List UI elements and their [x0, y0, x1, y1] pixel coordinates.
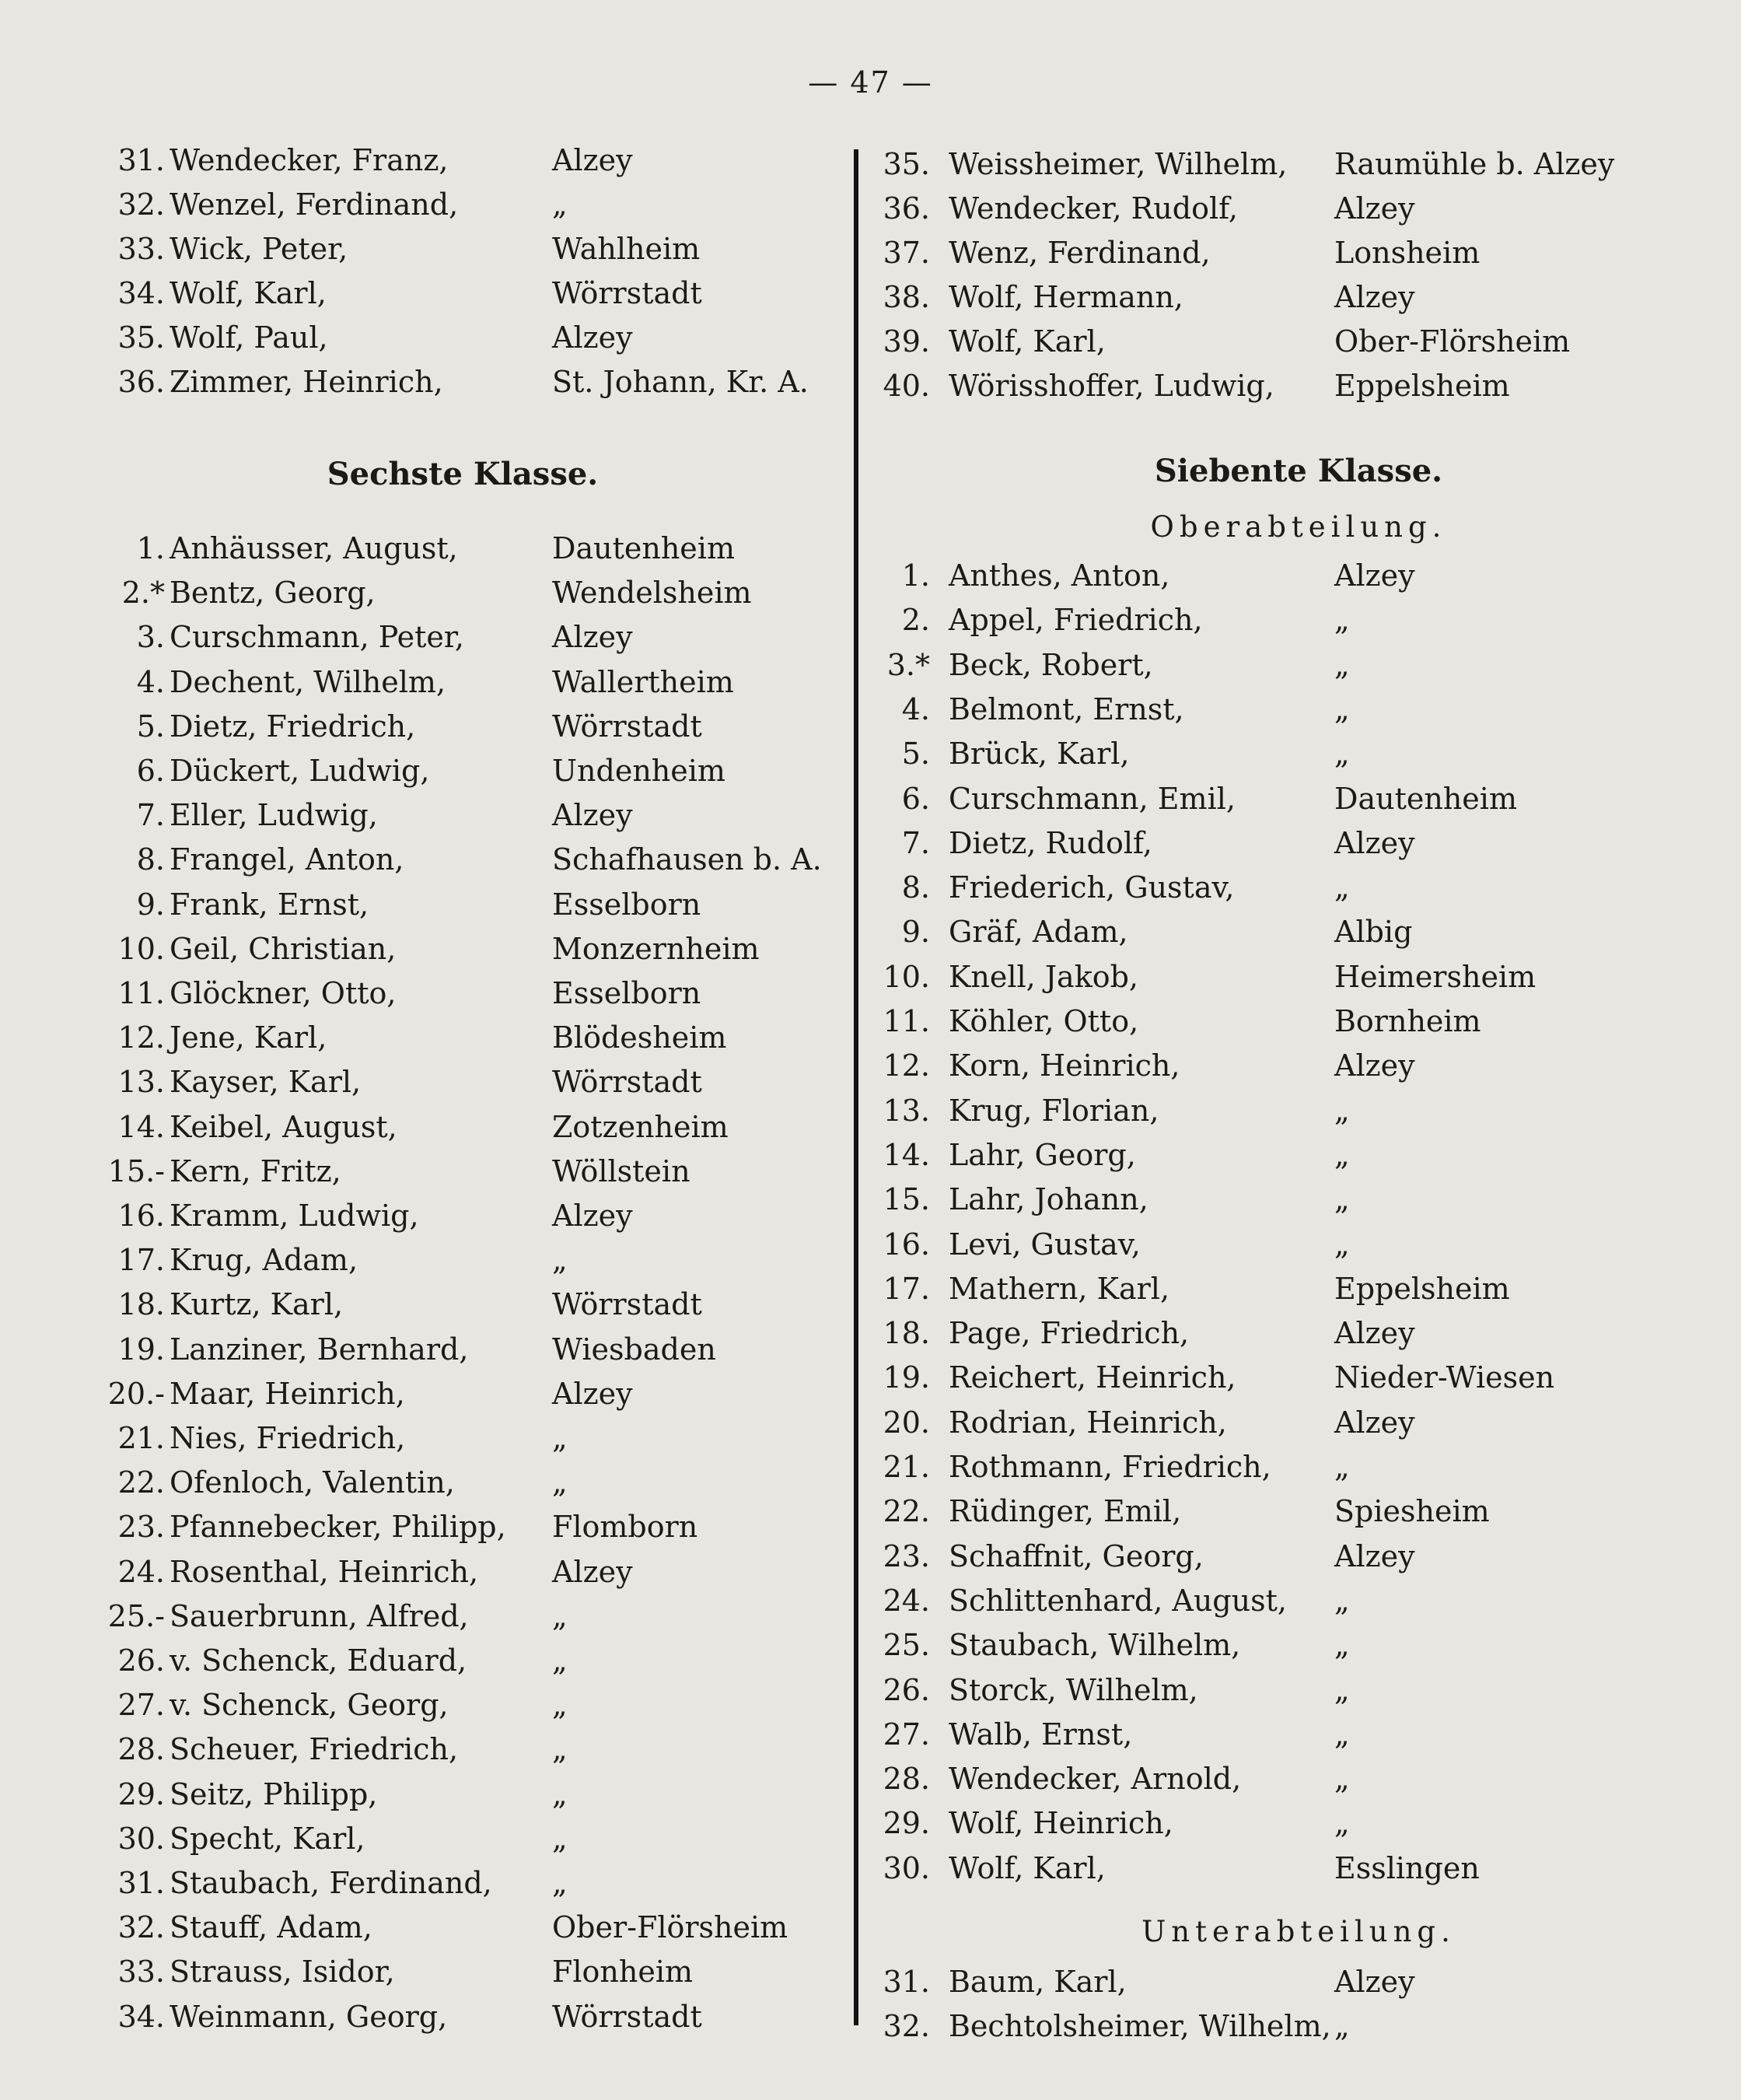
- list-entry: [0, 1223, 1741, 1266]
- entry-number: 20.: [883, 1405, 930, 1440]
- entry-number: 31.: [883, 1965, 930, 1999]
- entry-name: Belmont, Ernst,: [949, 691, 1184, 726]
- entry-place: „: [1334, 1450, 1350, 1484]
- entry-number: 1.: [136, 531, 165, 565]
- list-entry: [0, 1267, 1741, 1311]
- entry-number: 16.: [883, 1227, 930, 1262]
- entry-place: Wörrstadt: [552, 1287, 702, 1322]
- entry-number: 25.: [883, 1628, 930, 1663]
- list-entry: [0, 955, 1741, 999]
- entry-number: 7.: [136, 798, 165, 833]
- entry-place: Schafhausen b. A.: [552, 842, 822, 877]
- entry-name: Nies, Friedrich,: [170, 1421, 406, 1455]
- entry-name: Bechtolsheimer, Wilhelm,: [949, 2009, 1331, 2043]
- list-entry: [0, 1801, 1741, 1845]
- entry-number: 19.: [883, 1360, 930, 1395]
- entry-place: „: [1334, 1672, 1350, 1707]
- section-heading-sechste-klasse: Sechste Klasse.: [327, 456, 599, 492]
- list-entry: [0, 2004, 1741, 2048]
- list-entry: [0, 777, 1741, 821]
- entry-name: Staubach, Wilhelm,: [949, 1628, 1241, 1663]
- entry-number: 14.: [883, 1137, 930, 1172]
- entry-name: Curschmann, Peter,: [170, 620, 464, 655]
- list-entry: [0, 1535, 1741, 1578]
- entry-place: Wiesbaden: [552, 1332, 716, 1367]
- entry-name: Krug, Florian,: [949, 1093, 1159, 1128]
- entry-place: „: [1334, 2009, 1350, 2043]
- entry-name: Korn, Heinrich,: [949, 1048, 1180, 1083]
- entry-place: Wörrstadt: [552, 1999, 702, 2034]
- entry-number: 8.: [901, 870, 930, 905]
- entry-place: St. Johann, Kr. A.: [552, 365, 809, 399]
- entry-number: 15.: [883, 1182, 930, 1217]
- entry-number: 31.: [117, 1866, 165, 1900]
- entry-number: 33.: [117, 1955, 165, 1990]
- entry-place: Dautenheim: [1334, 781, 1517, 816]
- list-entry: [0, 1960, 1741, 2004]
- entry-number: 10.: [117, 931, 165, 966]
- entry-place: Blödesheim: [552, 1020, 727, 1055]
- list-entry: [0, 1401, 1741, 1444]
- list-entry: [0, 910, 1741, 954]
- entry-number: 21.: [883, 1450, 930, 1484]
- entry-number: 9.: [136, 887, 165, 922]
- entry-name: Lanziner, Bernhard,: [170, 1332, 469, 1367]
- entry-place: Alzey: [552, 320, 633, 355]
- entry-place: „: [552, 1421, 568, 1455]
- entry-name: Brück, Karl,: [949, 737, 1130, 772]
- list-entry: [0, 1356, 1741, 1399]
- list-entry: [0, 275, 1741, 319]
- entry-number: 24.: [117, 1554, 165, 1589]
- entry-place: Ober-Flörsheim: [1334, 324, 1571, 359]
- entry-name: Knell, Jakob,: [949, 959, 1139, 994]
- entry-name: Jene, Karl,: [170, 1020, 327, 1055]
- entry-place: „: [1334, 737, 1350, 772]
- entry-number: 6.: [901, 781, 930, 816]
- entry-place: Nieder-Wiesen: [1334, 1360, 1555, 1395]
- page-number: — 47 —: [808, 65, 933, 100]
- entry-number: 25.-: [107, 1598, 165, 1633]
- entry-name: Stauff, Adam,: [170, 1910, 372, 1945]
- entry-name: Rothmann, Friedrich,: [949, 1450, 1271, 1484]
- entry-name: Dückert, Ludwig,: [170, 754, 430, 788]
- entry-name: Wendecker, Arnold,: [949, 1762, 1242, 1797]
- list-entry: [0, 821, 1741, 865]
- entry-name: Reichert, Heinrich,: [949, 1360, 1236, 1395]
- entry-number: 15.-: [107, 1153, 165, 1188]
- entry-number: 28.: [883, 1762, 930, 1797]
- entry-name: Kramm, Ludwig,: [170, 1199, 419, 1233]
- entry-place: „: [552, 1243, 568, 1278]
- entry-name: Bentz, Georg,: [170, 576, 376, 611]
- entry-place: Heimersheim: [1334, 959, 1536, 994]
- entry-place: Eppelsheim: [1334, 1271, 1510, 1306]
- entry-place: „: [552, 1465, 568, 1500]
- entry-place: „: [552, 1776, 568, 1811]
- entry-place: Wörrstadt: [552, 709, 702, 744]
- entry-place: „: [1334, 1762, 1350, 1797]
- entry-number: 18.: [883, 1316, 930, 1351]
- entry-name: v. Schenck, Eduard,: [170, 1643, 467, 1678]
- entry-name: Beck, Robert,: [949, 647, 1153, 682]
- entry-number: 38.: [883, 280, 930, 314]
- entry-name: Weissheimer, Wilhelm,: [949, 147, 1288, 181]
- list-entry: [0, 320, 1741, 363]
- entry-number: 17.: [883, 1271, 930, 1306]
- entry-place: Albig: [1334, 915, 1413, 950]
- subheading-oberabteilung: Oberabteilung.: [1150, 510, 1447, 544]
- entry-name: Wolf, Karl,: [949, 324, 1106, 359]
- entry-number: 32.: [883, 2009, 930, 2043]
- entry-name: Glöckner, Otto,: [170, 976, 397, 1010]
- entry-number: 36.: [883, 191, 930, 226]
- entry-place: Lonsheim: [1334, 236, 1481, 270]
- entry-place: Alzey: [1334, 191, 1415, 226]
- entry-number: 33.: [117, 232, 165, 266]
- entry-place: Alzey: [552, 143, 633, 177]
- entry-number: 21.: [117, 1421, 165, 1455]
- list-entry: [0, 688, 1741, 731]
- entry-place: „: [552, 1598, 568, 1633]
- list-entry: [0, 1579, 1741, 1622]
- entry-name: Zimmer, Heinrich,: [170, 365, 443, 399]
- list-entry: [0, 1623, 1741, 1667]
- entry-place: Raumühle b. Alzey: [1334, 147, 1615, 181]
- entry-place: „: [1334, 647, 1350, 682]
- entry-name: Schaffnit, Georg,: [949, 1538, 1204, 1573]
- entry-name: Kurtz, Karl,: [170, 1287, 344, 1322]
- entry-name: Friederich, Gustav,: [949, 870, 1235, 905]
- entry-name: Köhler, Otto,: [949, 1004, 1139, 1038]
- entry-name: Maar, Heinrich,: [170, 1376, 405, 1411]
- entry-place: Flomborn: [552, 1510, 698, 1545]
- list-entry: [0, 1668, 1741, 1712]
- entry-number: 2.: [901, 603, 930, 638]
- entry-name: Anhäusser, August,: [170, 531, 458, 565]
- entry-place: „: [552, 1866, 568, 1900]
- entry-number: 29.: [883, 1806, 930, 1841]
- entry-number: 16.: [117, 1199, 165, 1233]
- list-entry: [0, 1311, 1741, 1355]
- entry-number: 6.: [136, 754, 165, 788]
- entry-place: Alzey: [1334, 825, 1415, 860]
- entry-place: Alzey: [552, 620, 633, 655]
- entry-place: Alzey: [552, 798, 633, 833]
- entry-place: Esslingen: [1334, 1850, 1480, 1885]
- entry-place: Wallertheim: [552, 664, 734, 699]
- entry-number: 17.: [117, 1243, 165, 1278]
- entry-name: Wolf, Hermann,: [949, 280, 1183, 314]
- entry-number: 3.*: [886, 647, 930, 682]
- entry-number: 8.: [136, 842, 165, 877]
- entry-number: 36.: [117, 365, 165, 399]
- entry-place: Wörrstadt: [552, 1065, 702, 1100]
- entry-name: Weinmann, Georg,: [170, 1999, 448, 2034]
- entry-place: Esselborn: [552, 976, 701, 1010]
- entry-name: Wenzel, Ferdinand,: [170, 187, 459, 222]
- entry-number: 28.: [117, 1732, 165, 1767]
- entry-number: 34.: [117, 276, 165, 310]
- entry-name: Wendecker, Franz,: [170, 143, 449, 177]
- entry-number: 27.: [883, 1717, 930, 1752]
- entry-name: Strauss, Isidor,: [170, 1955, 395, 1990]
- entry-number: 34.: [117, 1999, 165, 2034]
- entry-name: Wörisshoffer, Ludwig,: [949, 369, 1274, 403]
- entry-name: Dechent, Wilhelm,: [170, 664, 446, 699]
- entry-number: 7.: [901, 825, 930, 860]
- entry-place: Ober-Flörsheim: [552, 1910, 788, 1945]
- entry-name: Page, Friedrich,: [949, 1316, 1190, 1351]
- entry-number: 13.: [883, 1093, 930, 1128]
- entry-number: 5.: [136, 709, 165, 744]
- list-entry: [0, 1178, 1741, 1221]
- entry-name: Walb, Ernst,: [949, 1717, 1133, 1752]
- entry-number: 30.: [883, 1850, 930, 1885]
- entry-name: Kern, Fritz,: [170, 1153, 341, 1188]
- entry-place: Esselborn: [552, 887, 701, 922]
- entry-place: „: [1334, 1717, 1350, 1752]
- entry-number: 10.: [883, 959, 930, 994]
- list-entry: [0, 1133, 1741, 1177]
- entry-number: 35.: [117, 320, 165, 355]
- entry-name: Kayser, Karl,: [170, 1065, 362, 1100]
- entry-name: Wendecker, Rudolf,: [949, 191, 1238, 226]
- entry-place: Alzey: [1334, 558, 1415, 593]
- entry-place: „: [1334, 1182, 1350, 1217]
- list-entry: [0, 732, 1741, 775]
- entry-name: Wenz, Ferdinand,: [949, 236, 1211, 270]
- entry-number: 4.: [136, 664, 165, 699]
- entry-place: Undenheim: [552, 754, 725, 788]
- list-entry: [0, 231, 1741, 275]
- entry-place: „: [1334, 1137, 1350, 1172]
- entry-number: 24.: [883, 1583, 930, 1618]
- entry-place: Wendelsheim: [552, 576, 752, 611]
- entry-number: 2.*: [121, 576, 165, 611]
- list-entry: [0, 999, 1741, 1043]
- entry-name: Levi, Gustav,: [949, 1227, 1141, 1262]
- entry-name: Wolf, Paul,: [170, 320, 328, 355]
- entry-name: Rüdinger, Emil,: [949, 1494, 1182, 1529]
- entry-name: Specht, Karl,: [170, 1821, 365, 1856]
- entry-place: „: [1334, 603, 1350, 638]
- entry-name: Wolf, Karl,: [170, 276, 327, 310]
- list-entry: [0, 866, 1741, 909]
- entry-name: Schlittenhard, August,: [949, 1583, 1287, 1618]
- entry-name: Keibel, August,: [170, 1109, 397, 1144]
- entry-place: Alzey: [1334, 280, 1415, 314]
- list-entry: [0, 187, 1741, 230]
- entry-name: Wolf, Heinrich,: [949, 1806, 1173, 1841]
- entry-name: Gräf, Adam,: [949, 915, 1128, 950]
- list-entry: [0, 554, 1741, 597]
- entry-name: Baum, Karl,: [949, 1965, 1127, 1999]
- entry-place: Spiesheim: [1334, 1494, 1490, 1529]
- entry-place: Flonheim: [552, 1955, 694, 1990]
- entry-place: „: [1334, 1583, 1350, 1618]
- entry-name: Wick, Peter,: [170, 232, 348, 266]
- entry-name: Storck, Wilhelm,: [949, 1672, 1198, 1707]
- entry-place: „: [1334, 870, 1350, 905]
- entry-name: Appel, Friedrich,: [949, 603, 1203, 638]
- entry-name: Frank, Ernst,: [170, 887, 369, 922]
- entry-number: 26.: [117, 1643, 165, 1678]
- entry-place: Alzey: [1334, 1316, 1415, 1351]
- list-entry: [0, 598, 1741, 642]
- entry-name: Rosenthal, Heinrich,: [170, 1554, 479, 1589]
- entry-name: Scheuer, Friedrich,: [170, 1732, 459, 1767]
- entry-place: Alzey: [552, 1199, 633, 1233]
- entry-place: „: [1334, 1628, 1350, 1663]
- entry-number: 22.: [117, 1465, 165, 1500]
- entry-place: Wörrstadt: [552, 276, 702, 310]
- list-entry: [0, 1489, 1741, 1533]
- entry-number: 27.: [117, 1688, 165, 1723]
- entry-name: Pfannebecker, Philipp,: [170, 1510, 506, 1545]
- entry-number: 3.: [136, 620, 165, 655]
- entry-name: Wolf, Karl,: [949, 1850, 1106, 1885]
- entry-name: Lahr, Johann,: [949, 1182, 1148, 1217]
- list-entry: [0, 1445, 1741, 1489]
- entry-place: „: [552, 1732, 568, 1767]
- list-entry: [0, 142, 1741, 186]
- entry-number: 39.: [883, 324, 930, 359]
- entry-place: „: [1334, 1093, 1350, 1128]
- entry-number: 18.: [117, 1287, 165, 1322]
- entry-place: Wöllstein: [552, 1153, 690, 1188]
- entry-number: 5.: [901, 737, 930, 772]
- subheading-unterabteilung: Unterabteilung.: [1141, 1915, 1456, 1948]
- list-entry: [0, 1846, 1741, 1890]
- entry-place: Alzey: [1334, 1965, 1415, 1999]
- entry-place: Dautenheim: [552, 531, 735, 565]
- entry-place: „: [1334, 1806, 1350, 1841]
- entry-number: 26.: [883, 1672, 930, 1707]
- entry-number: 40.: [883, 369, 930, 403]
- entry-number: 1.: [901, 558, 930, 593]
- entry-place: Wahlheim: [552, 232, 701, 266]
- entry-name: v. Schenck, Georg,: [170, 1688, 449, 1723]
- entry-name: Rodrian, Heinrich,: [949, 1405, 1227, 1440]
- entry-place: Monzernheim: [552, 931, 760, 966]
- entry-number: 19.: [117, 1332, 165, 1367]
- entry-number: 32.: [117, 187, 165, 222]
- entry-name: Frangel, Anton,: [170, 842, 404, 877]
- entry-place: Alzey: [1334, 1048, 1415, 1083]
- entry-place: „: [552, 1821, 568, 1856]
- entry-number: 30.: [117, 1821, 165, 1856]
- entry-name: Seitz, Philipp,: [170, 1776, 378, 1811]
- entry-name: Dietz, Rudolf,: [949, 825, 1152, 860]
- entry-name: Anthes, Anton,: [949, 558, 1170, 593]
- list-entry: [0, 364, 1741, 408]
- entry-number: 13.: [117, 1065, 165, 1100]
- entry-place: „: [1334, 691, 1350, 726]
- entry-place: „: [552, 1688, 568, 1723]
- entry-name: Eller, Ludwig,: [170, 798, 378, 833]
- entry-number: 11.: [117, 976, 165, 1010]
- entry-number: 4.: [901, 691, 930, 726]
- entry-place: Zotzenheim: [552, 1109, 729, 1144]
- entry-place: Bornheim: [1334, 1004, 1481, 1038]
- entry-number: 14.: [117, 1109, 165, 1144]
- entry-place: „: [552, 1643, 568, 1678]
- entry-name: Lahr, Georg,: [949, 1137, 1136, 1172]
- entry-place: „: [1334, 1227, 1350, 1262]
- list-entry: [0, 1089, 1741, 1132]
- entry-place: „: [552, 187, 568, 222]
- entry-place: Alzey: [552, 1376, 633, 1411]
- entry-name: Geil, Christian,: [170, 931, 397, 966]
- entry-number: 37.: [883, 236, 930, 270]
- entry-name: Staubach, Ferdinand,: [170, 1866, 492, 1900]
- entry-number: 23.: [117, 1510, 165, 1545]
- entry-place: Eppelsheim: [1334, 369, 1510, 403]
- entry-place: Alzey: [552, 1554, 633, 1589]
- entry-number: 9.: [901, 915, 930, 950]
- entry-number: 23.: [883, 1538, 930, 1573]
- entry-number: 32.: [117, 1910, 165, 1945]
- entry-name: Curschmann, Emil,: [949, 781, 1236, 816]
- entry-number: 11.: [883, 1004, 930, 1038]
- list-entry: [0, 643, 1741, 687]
- entry-place: Alzey: [1334, 1405, 1415, 1440]
- entry-name: Sauerbrunn, Alfred,: [170, 1598, 469, 1633]
- entry-number: 35.: [883, 147, 930, 181]
- list-entry: [0, 1044, 1741, 1087]
- entry-number: 29.: [117, 1776, 165, 1811]
- entry-name: Mathern, Karl,: [949, 1271, 1170, 1306]
- entry-name: Ofenloch, Valentin,: [170, 1465, 455, 1500]
- list-entry: [0, 1757, 1741, 1801]
- section-heading-siebente-klasse: Siebente Klasse.: [1154, 453, 1443, 489]
- entry-number: 20.-: [107, 1376, 165, 1411]
- list-entry: [0, 1713, 1741, 1756]
- entry-number: 31.: [117, 143, 165, 177]
- entry-place: Alzey: [1334, 1538, 1415, 1573]
- entry-name: Dietz, Friedrich,: [170, 709, 416, 744]
- entry-number: 12.: [117, 1020, 165, 1055]
- entry-number: 12.: [883, 1048, 930, 1083]
- entry-number: 22.: [883, 1494, 930, 1529]
- entry-name: Krug, Adam,: [170, 1243, 358, 1278]
